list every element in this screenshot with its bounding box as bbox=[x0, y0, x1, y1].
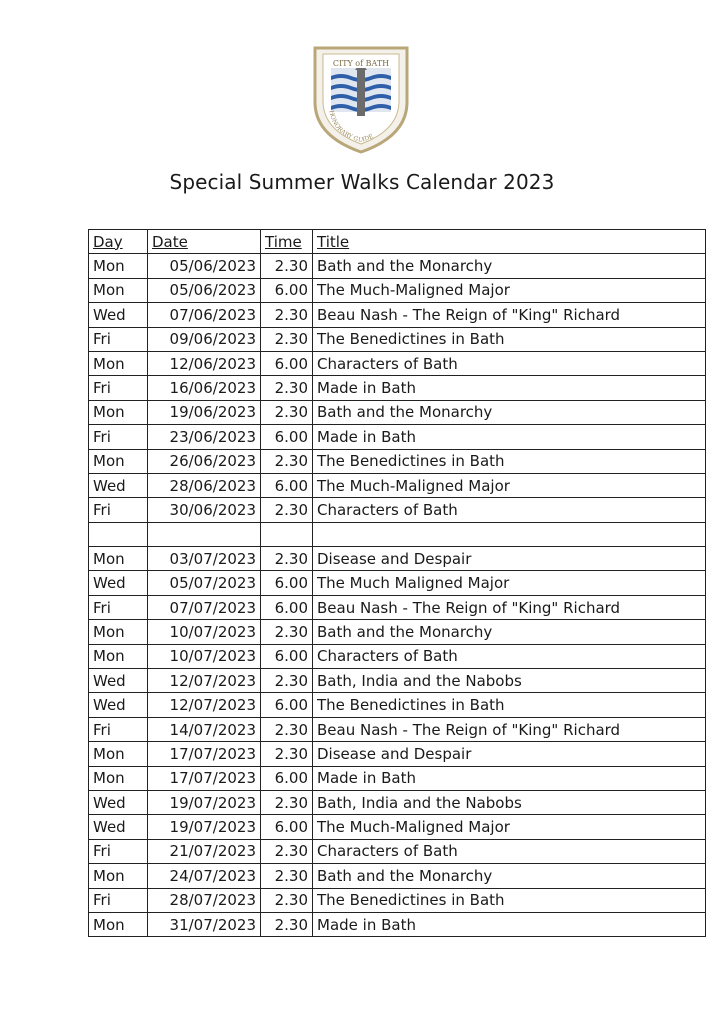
table-row bbox=[89, 400, 706, 424]
table-row bbox=[89, 327, 706, 351]
cell-date: 30/06/2023 bbox=[148, 498, 261, 522]
table-row bbox=[89, 254, 706, 278]
cell-title: Made in Bath bbox=[313, 766, 706, 790]
cell-title: Made in Bath bbox=[313, 425, 706, 449]
cell-day: Mon bbox=[89, 547, 148, 571]
city-of-bath-guide-logo bbox=[311, 44, 411, 156]
cell-title: Characters of Bath bbox=[313, 839, 706, 863]
cell-title: The Much Maligned Major bbox=[313, 571, 706, 595]
cell-date: 19/07/2023 bbox=[148, 815, 261, 839]
cell-date: 03/07/2023 bbox=[148, 547, 261, 571]
cell-day: Fri bbox=[89, 839, 148, 863]
cell-time: 2.30 bbox=[261, 864, 313, 888]
cell-title: Made in Bath bbox=[313, 912, 706, 936]
cell-title: Bath and the Monarchy bbox=[313, 254, 706, 278]
logo-ring-text: HONORARY GUIDE bbox=[327, 109, 375, 145]
cell-time: 2.30 bbox=[261, 888, 313, 912]
cell-time: 2.30 bbox=[261, 254, 313, 278]
cell-date: 21/07/2023 bbox=[148, 839, 261, 863]
cell-day: Fri bbox=[89, 595, 148, 619]
table-row bbox=[89, 522, 706, 546]
table-row bbox=[89, 888, 706, 912]
table-row bbox=[89, 498, 706, 522]
cell-time: 2.30 bbox=[261, 620, 313, 644]
cell-day: Wed bbox=[89, 790, 148, 814]
cell-day: Mon bbox=[89, 912, 148, 936]
cell-time: 2.30 bbox=[261, 303, 313, 327]
cell-time: 6.00 bbox=[261, 766, 313, 790]
cell-day: Fri bbox=[89, 425, 148, 449]
table-body bbox=[89, 254, 706, 937]
table-row bbox=[89, 815, 706, 839]
cell-title: The Much-Maligned Major bbox=[313, 815, 706, 839]
cell-title: The Much-Maligned Major bbox=[313, 473, 706, 497]
cell-title: Disease and Despair bbox=[313, 547, 706, 571]
shield-crest-icon bbox=[311, 44, 411, 156]
table-row bbox=[89, 303, 706, 327]
cell-date: 17/07/2023 bbox=[148, 742, 261, 766]
table-row bbox=[89, 693, 706, 717]
table-row bbox=[89, 620, 706, 644]
cell-day: Mon bbox=[89, 644, 148, 668]
header-date: Date bbox=[148, 230, 261, 254]
table-row bbox=[89, 595, 706, 619]
table-row bbox=[89, 473, 706, 497]
table-row bbox=[89, 717, 706, 741]
table-row bbox=[89, 790, 706, 814]
cell-time: 6.00 bbox=[261, 351, 313, 375]
cell-date: 31/07/2023 bbox=[148, 912, 261, 936]
table-row bbox=[89, 644, 706, 668]
cell-title bbox=[313, 522, 706, 546]
table-row bbox=[89, 766, 706, 790]
cell-day: Mon bbox=[89, 400, 148, 424]
cell-title: The Much-Maligned Major bbox=[313, 278, 706, 302]
cell-day: Wed bbox=[89, 571, 148, 595]
table-row bbox=[89, 351, 706, 375]
cell-day: Wed bbox=[89, 815, 148, 839]
cell-title: Bath and the Monarchy bbox=[313, 864, 706, 888]
cell-time: 6.00 bbox=[261, 571, 313, 595]
cell-time: 2.30 bbox=[261, 839, 313, 863]
table-row bbox=[89, 839, 706, 863]
cell-time: 2.30 bbox=[261, 912, 313, 936]
cell-time bbox=[261, 522, 313, 546]
cell-day: Mon bbox=[89, 766, 148, 790]
cell-date: 07/07/2023 bbox=[148, 595, 261, 619]
table-row bbox=[89, 547, 706, 571]
cell-title: Beau Nash - The Reign of "King" Richard bbox=[313, 303, 706, 327]
table-row bbox=[89, 669, 706, 693]
cell-day: Fri bbox=[89, 888, 148, 912]
cell-title: Beau Nash - The Reign of "King" Richard bbox=[313, 717, 706, 741]
cell-day: Fri bbox=[89, 327, 148, 351]
cell-date bbox=[148, 522, 261, 546]
cell-time: 6.00 bbox=[261, 815, 313, 839]
cell-title: The Benedictines in Bath bbox=[313, 693, 706, 717]
cell-date: 10/07/2023 bbox=[148, 620, 261, 644]
cell-day: Mon bbox=[89, 449, 148, 473]
cell-title: Beau Nash - The Reign of "King" Richard bbox=[313, 595, 706, 619]
cell-time: 2.30 bbox=[261, 449, 313, 473]
cell-title: Disease and Despair bbox=[313, 742, 706, 766]
cell-day: Wed bbox=[89, 693, 148, 717]
cell-time: 6.00 bbox=[261, 278, 313, 302]
cell-day: Mon bbox=[89, 351, 148, 375]
walks-calendar-table bbox=[88, 229, 706, 937]
cell-time: 2.30 bbox=[261, 742, 313, 766]
table-row bbox=[89, 449, 706, 473]
cell-time: 2.30 bbox=[261, 547, 313, 571]
cell-title: The Benedictines in Bath bbox=[313, 449, 706, 473]
cell-time: 6.00 bbox=[261, 473, 313, 497]
cell-day: Fri bbox=[89, 376, 148, 400]
cell-date: 05/06/2023 bbox=[148, 278, 261, 302]
cell-time: 6.00 bbox=[261, 693, 313, 717]
cell-date: 12/06/2023 bbox=[148, 351, 261, 375]
cell-date: 19/07/2023 bbox=[148, 790, 261, 814]
cell-title: Bath and the Monarchy bbox=[313, 620, 706, 644]
cell-date: 16/06/2023 bbox=[148, 376, 261, 400]
cell-date: 05/06/2023 bbox=[148, 254, 261, 278]
cell-date: 24/07/2023 bbox=[148, 864, 261, 888]
cell-title: Characters of Bath bbox=[313, 498, 706, 522]
cell-date: 14/07/2023 bbox=[148, 717, 261, 741]
table-row bbox=[89, 864, 706, 888]
cell-day: Wed bbox=[89, 669, 148, 693]
cell-time: 2.30 bbox=[261, 790, 313, 814]
table-row bbox=[89, 742, 706, 766]
cell-day: Mon bbox=[89, 742, 148, 766]
table-header-row bbox=[89, 230, 706, 254]
cell-time: 2.30 bbox=[261, 717, 313, 741]
cell-time: 2.30 bbox=[261, 498, 313, 522]
cell-time: 2.30 bbox=[261, 376, 313, 400]
cell-date: 23/06/2023 bbox=[148, 425, 261, 449]
cell-day: Wed bbox=[89, 473, 148, 497]
cell-date: 26/06/2023 bbox=[148, 449, 261, 473]
cell-day: Mon bbox=[89, 620, 148, 644]
cell-date: 05/07/2023 bbox=[148, 571, 261, 595]
cell-date: 19/06/2023 bbox=[148, 400, 261, 424]
cell-day: Wed bbox=[89, 303, 148, 327]
cell-date: 07/06/2023 bbox=[148, 303, 261, 327]
table-row bbox=[89, 278, 706, 302]
cell-title: The Benedictines in Bath bbox=[313, 327, 706, 351]
cell-date: 28/07/2023 bbox=[148, 888, 261, 912]
cell-title: Bath, India and the Nabobs bbox=[313, 669, 706, 693]
cell-date: 12/07/2023 bbox=[148, 669, 261, 693]
cell-time: 6.00 bbox=[261, 595, 313, 619]
cell-title: Characters of Bath bbox=[313, 644, 706, 668]
table-row bbox=[89, 912, 706, 936]
cell-date: 10/07/2023 bbox=[148, 644, 261, 668]
page-title: Special Summer Walks Calendar 2023 bbox=[169, 170, 555, 194]
cell-title: The Benedictines in Bath bbox=[313, 888, 706, 912]
cell-date: 09/06/2023 bbox=[148, 327, 261, 351]
cell-day: Mon bbox=[89, 254, 148, 278]
table-row bbox=[89, 571, 706, 595]
cell-day bbox=[89, 522, 148, 546]
cell-time: 2.30 bbox=[261, 327, 313, 351]
cell-time: 2.30 bbox=[261, 669, 313, 693]
cell-time: 6.00 bbox=[261, 644, 313, 668]
cell-date: 17/07/2023 bbox=[148, 766, 261, 790]
cell-title: Bath and the Monarchy bbox=[313, 400, 706, 424]
cell-day: Fri bbox=[89, 717, 148, 741]
cell-time: 6.00 bbox=[261, 425, 313, 449]
logo-top-text: CITY of BATH bbox=[332, 59, 390, 68]
table-row bbox=[89, 425, 706, 449]
cell-title: Characters of Bath bbox=[313, 351, 706, 375]
cell-date: 28/06/2023 bbox=[148, 473, 261, 497]
cell-day: Mon bbox=[89, 278, 148, 302]
cell-date: 12/07/2023 bbox=[148, 693, 261, 717]
cell-time: 2.30 bbox=[261, 400, 313, 424]
header-title: Title bbox=[313, 230, 706, 254]
cell-title: Bath, India and the Nabobs bbox=[313, 790, 706, 814]
cell-title: Made in Bath bbox=[313, 376, 706, 400]
table-row bbox=[89, 376, 706, 400]
cell-day: Mon bbox=[89, 864, 148, 888]
header-time: Time bbox=[261, 230, 313, 254]
header-day: Day bbox=[89, 230, 148, 254]
cell-day: Fri bbox=[89, 498, 148, 522]
